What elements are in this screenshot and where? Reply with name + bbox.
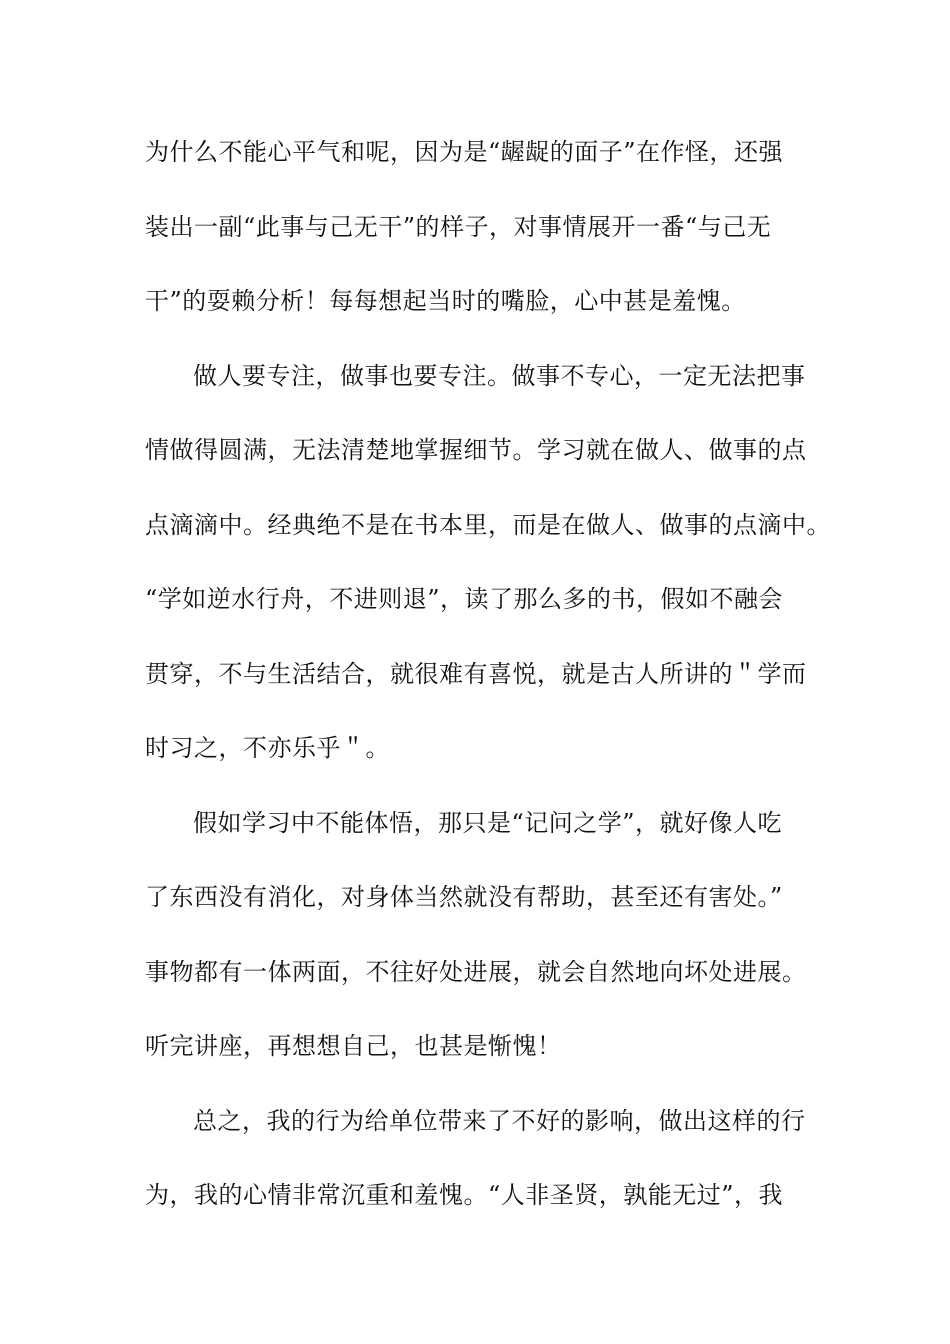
text-line: 为，我的心情非常沉重和羞愧。“人非圣贤，孰能无过”，我 (145, 1181, 784, 1209)
text-line: 了东西没有消化，对身体当然就没有帮助，甚至还有害处。” (145, 883, 783, 911)
paragraph-start-line: 总之，我的行为给单位带来了不好的影响，做出这样的行 (193, 1107, 806, 1135)
text-line: 点滴滴中。经典绝不是在书本里，而是在做人、做事的点滴中。 (145, 511, 831, 539)
paragraph-start-line: 假如学习中不能体悟，那只是“记问之学”，就好像人吃 (193, 809, 783, 837)
text-line: 干”的耍赖分析！每每想起当时的嘴脸，心中甚是羞愧。 (145, 287, 746, 315)
text-line: 情做得圆满，无法清楚地掌握细节。学习就在做人、做事的点 (145, 436, 807, 464)
text-line: 时习之，不亦乐乎＂。 (145, 734, 390, 762)
paragraph-start-line: 做人要专注，做事也要专注。做事不专心，一定无法把事 (193, 362, 806, 390)
text-line: 为什么不能心平气和呢，因为是“龌龊的面子”在作怪，还强 (145, 138, 784, 166)
text-line: 事物都有一体两面，不往好处进展，就会自然地向坏处进展。 (145, 958, 807, 986)
text-line: 听完讲座，再想想自己，也甚是惭愧！ (145, 1032, 562, 1060)
text-line: 贯穿，不与生活结合，就很难有喜悦，就是古人所讲的＂学而 (145, 660, 807, 688)
text-line: 装出一副“此事与己无干”的样子，对事情展开一番“与己无 (145, 213, 772, 241)
text-line: “学如逆水行舟，不进则退”，读了那么多的书，假如不融会 (145, 585, 784, 613)
